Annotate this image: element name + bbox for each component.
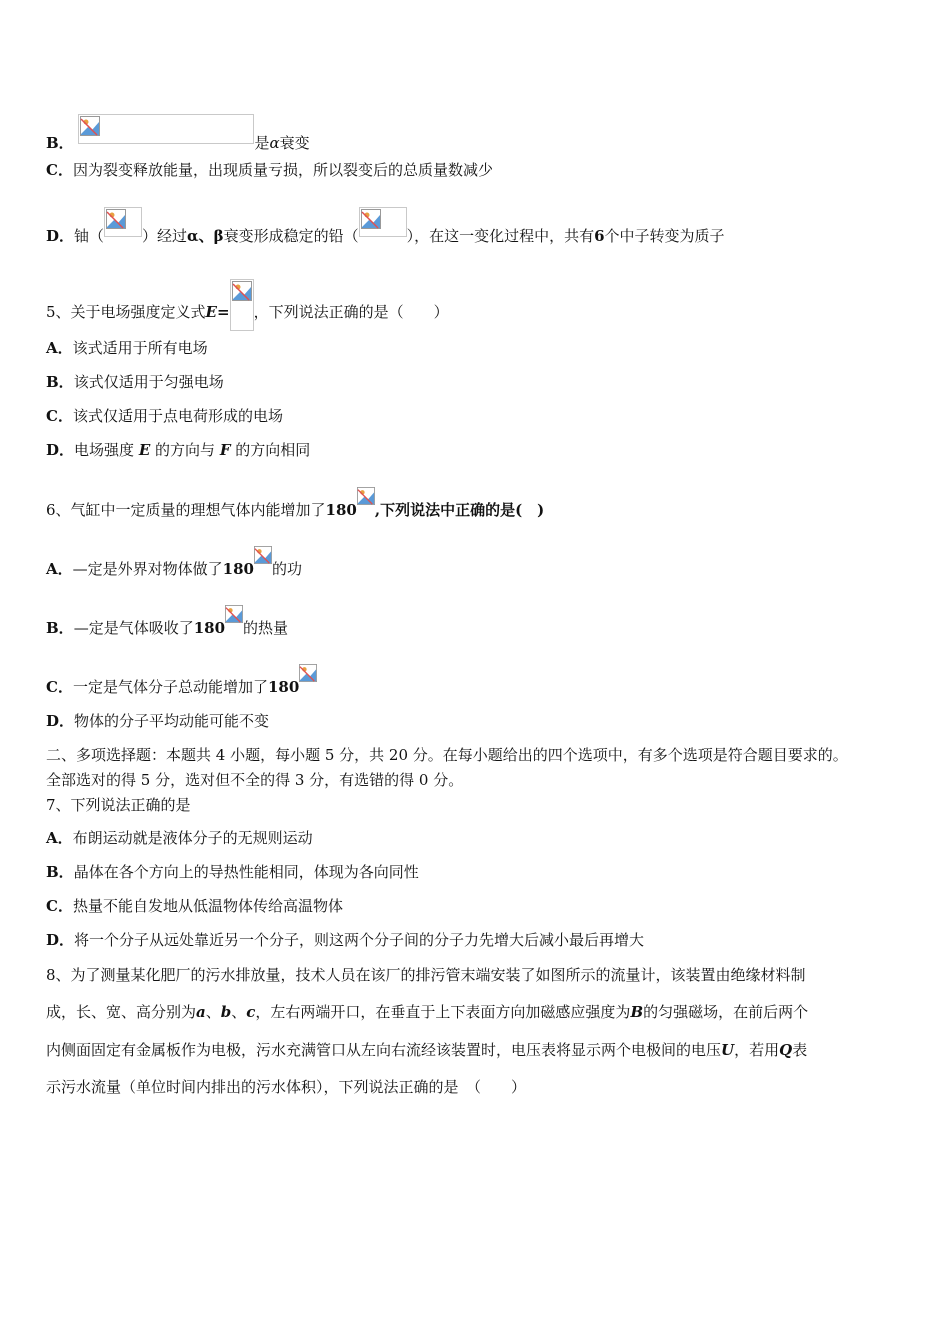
q6-option-a: A．—定是外界对物体做了180 的功 (46, 546, 302, 579)
option-letter: D． (46, 712, 75, 730)
option-letter: C． (46, 897, 73, 915)
q4-option-c: C．因为裂变释放能量，出现质量亏损，所以裂变后的总质量数减少 (46, 161, 493, 179)
formula-image-placeholder (78, 114, 254, 144)
broken-image-icon (361, 209, 381, 229)
option-letter: C． (46, 161, 73, 179)
section2-heading-cont: 全部选对的得 5 分，选对但不全的得 3 分，有选错的得 0 分。 (46, 771, 464, 789)
q6-option-b: B．—定是气体吸收了180 的热量 (46, 605, 288, 638)
option-letter: B． (46, 619, 74, 637)
option-letter: B． (46, 134, 74, 152)
formula-image-placeholder (230, 279, 254, 331)
q6-stem: 6、气缸中一定质量的理想气体内能增加了180 ,下列说法中正确的是( ) (46, 487, 544, 520)
unit-image-placeholder (357, 487, 375, 509)
broken-image-icon (232, 281, 252, 301)
option-letter: D． (46, 227, 75, 245)
q7-option-b: B．晶体在各个方向上的导热性能相同，体现为各向同性 (46, 863, 419, 881)
option-letter: A． (46, 560, 73, 578)
option-letter: A． (46, 339, 73, 357)
broken-image-icon (299, 664, 317, 682)
broken-image-icon (225, 605, 243, 623)
q7-stem: 7、下列说法正确的是 (46, 796, 191, 814)
option-letter: B． (46, 863, 74, 881)
q5-option-b: B．该式仅适用于匀强电场 (46, 373, 224, 391)
q7-option-d: D．将一个分子从远处靠近另一个分子，则这两个分子间的分子力先增大后减小最后再增大 (46, 931, 645, 949)
q7-option-a: A．布朗运动就是液体分子的无规则运动 (46, 829, 313, 847)
unit-image-placeholder (299, 664, 317, 686)
formula-image-placeholder (359, 207, 407, 237)
q8-stem-line3: 内侧面固定有金属板作为电极，污水充满管口从左向右流经该装置时，电压表将显示两个电极间的电压U，若用Q表 (46, 1041, 808, 1059)
q4-option-d: D．铀（ ）经过α、β衰变形成稳定的铅（ ），在这一变化过程中，共有6个中子转变为质子 (46, 207, 725, 246)
option-letter: C． (46, 678, 73, 696)
q5-option-a: A．该式适用于所有电场 (46, 339, 208, 357)
broken-image-icon (80, 116, 100, 136)
q6-option-d: D．物体的分子平均动能可能不变 (46, 712, 270, 730)
q4-option-b: B． 是α衰变 (46, 114, 310, 153)
q8-stem-line4: 示污水流量（单位时间内排出的污水体积），下列说法正确的是 （ ） (46, 1078, 527, 1096)
q8-stem-line1: 8、为了测量某化肥厂的污水排放量，技术人员在该厂的排污管末端安装了如图所示的流量计，该装置由绝缘材料制 (46, 966, 806, 984)
unit-image-placeholder (254, 546, 272, 568)
q7-option-c: C．热量不能自发地从低温物体传给高温物体 (46, 897, 343, 915)
q5-stem: 5、关于电场强度定义式E= ，下列说法正确的是（ ） (46, 279, 449, 331)
formula-image-placeholder (104, 207, 142, 237)
broken-image-icon (254, 546, 272, 564)
option-letter: A． (46, 829, 73, 847)
unit-image-placeholder (225, 605, 243, 627)
option-letter: B． (46, 373, 74, 391)
q6-option-c: C．一定是气体分子总动能增加了180 (46, 664, 317, 697)
q5-option-d: D．电场强度 E 的方向与 F 的方向相同 (46, 441, 311, 459)
option-letter: C． (46, 407, 73, 425)
option-letter: D． (46, 441, 75, 459)
section2-heading: 二、多项选择题：本题共 4 小题，每小题 5 分，共 20 分。在每小题给出的四个选项中，有多个选项是符合题目要求的。 (46, 746, 848, 764)
broken-image-icon (357, 487, 375, 505)
option-letter: D． (46, 931, 75, 949)
broken-image-icon (106, 209, 126, 229)
q8-stem-line2: 成，长、宽、高分别为a、b、c，左右两端开口，在垂直于上下表面方向加磁感应强度为B的匀强磁场，在前后两个 (46, 1003, 809, 1021)
q5-option-c: C．该式仅适用于点电荷形成的电场 (46, 407, 283, 425)
